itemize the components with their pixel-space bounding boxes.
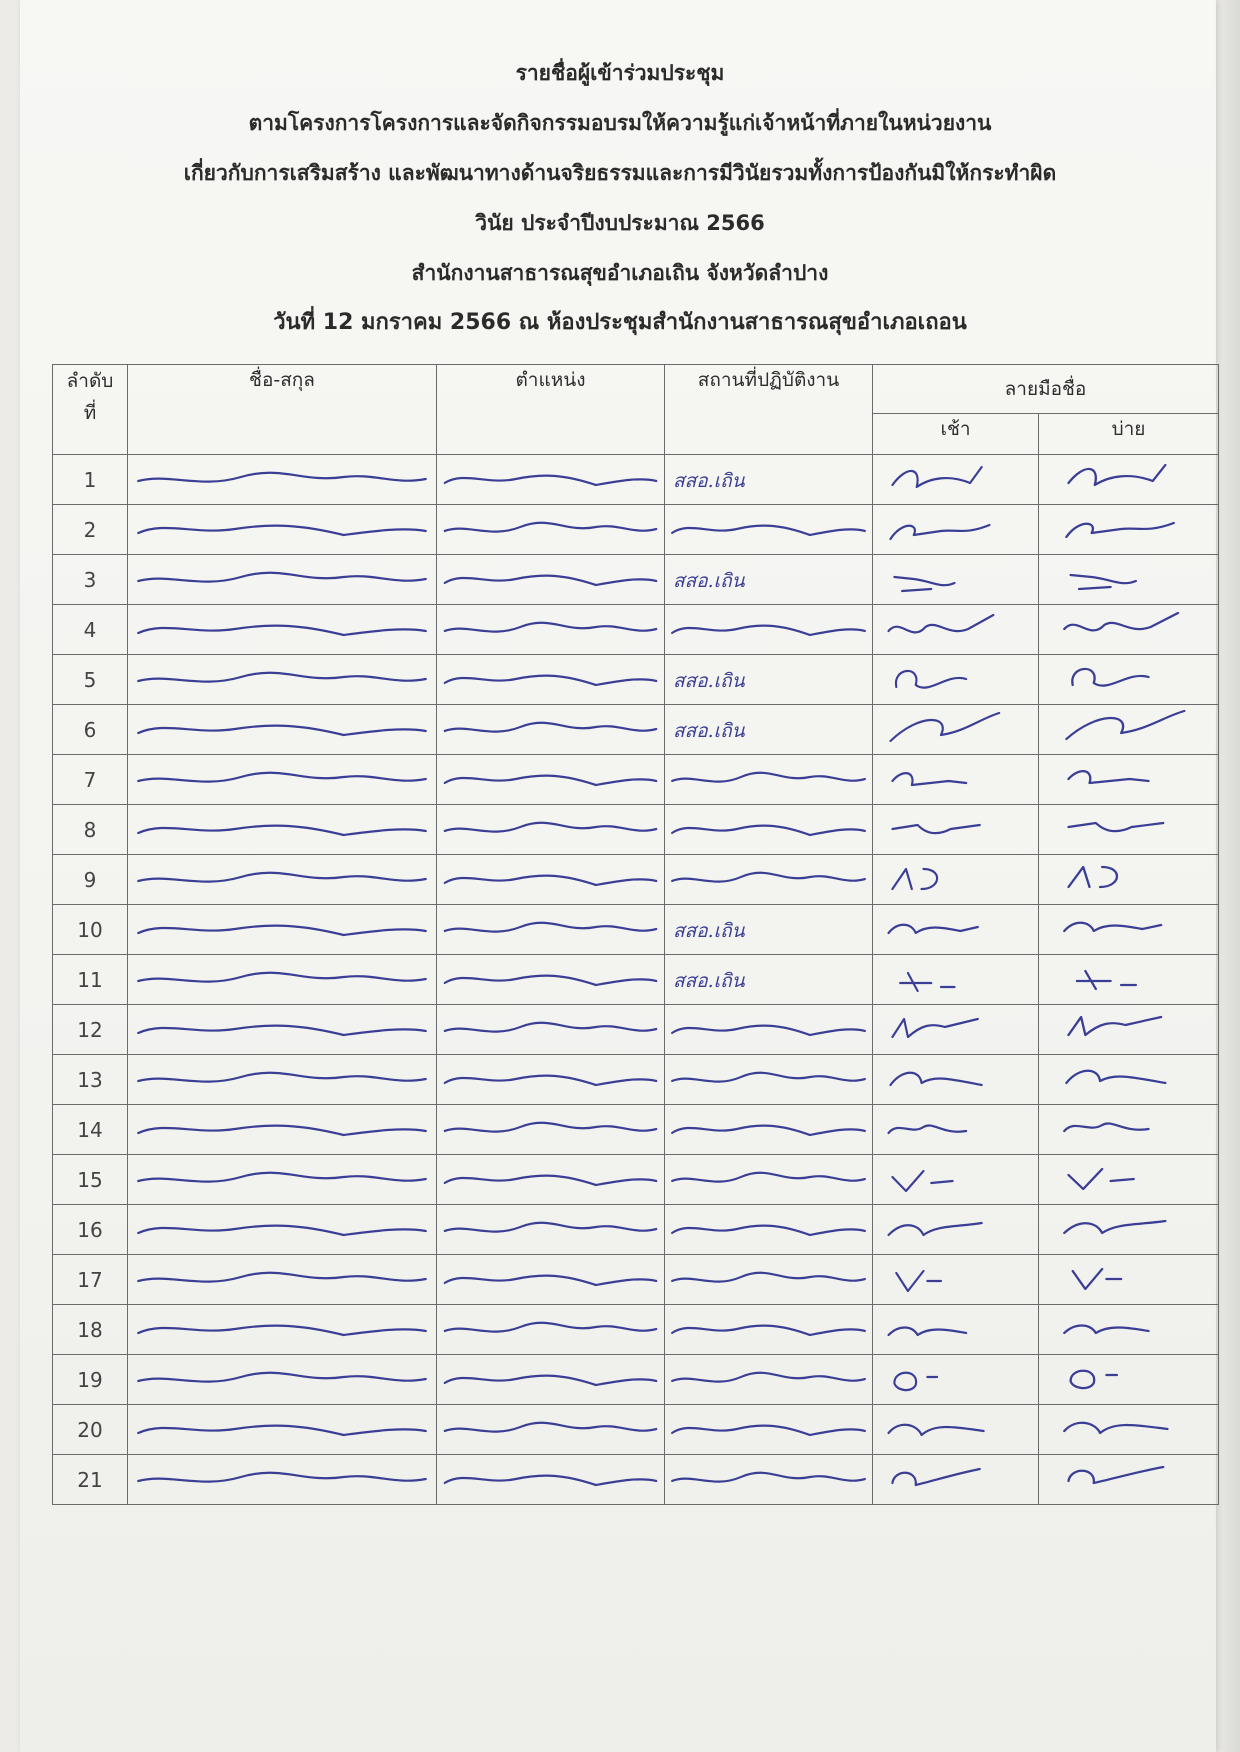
handwriting-stroke [128,1105,436,1154]
signature-afternoon [1039,855,1219,905]
signature-afternoon [1039,955,1219,1005]
cell-workplace [665,1205,873,1255]
signature-mark [1039,855,1218,904]
handwriting-stroke [437,455,664,504]
cell-workplace [665,705,873,755]
signature-mark [1039,705,1218,754]
fiscal-year-line: วินัย ประจำปีงบประมาณ 2566 [475,211,765,235]
document-header [0,48,1240,348]
cell-position [437,605,665,655]
signature-mark [873,855,1038,904]
row-number: 13 [53,1055,128,1105]
handwriting-stroke [437,1005,664,1054]
signature-afternoon [1039,455,1219,505]
signature-mark [1039,955,1218,1004]
signature-mark [873,705,1038,754]
handwriting-stroke [665,1205,872,1254]
row-number: 17 [53,1255,128,1305]
handwriting-stroke [128,705,436,754]
signature-mark [873,1105,1038,1154]
cell-position [437,455,665,505]
cell-workplace [665,1455,873,1505]
cell-workplace [665,1305,873,1355]
cell-workplace [665,1105,873,1155]
signature-mark [873,1405,1038,1454]
signature-afternoon [1039,1005,1219,1055]
handwriting-stroke [128,1055,436,1104]
table-row [53,1155,1219,1205]
cell-position [437,1205,665,1255]
table-row [53,905,1219,955]
handwriting-stroke [437,1155,664,1204]
handwriting-stroke [128,1255,436,1304]
row-number: 12 [53,1005,128,1055]
cell-name [128,455,437,505]
handwriting-stroke [665,1055,872,1104]
signature-mark [1039,555,1218,604]
signature-mark [1039,755,1218,804]
cell-position [437,655,665,705]
signature-afternoon [1039,1155,1219,1205]
cell-position [437,1255,665,1305]
handwriting-stroke [128,1205,436,1254]
cell-name [128,605,437,655]
signature-morning [873,705,1039,755]
attendance-rows [53,455,1219,1505]
header-name: ชื่อ-สกุล [128,365,437,455]
table-row [53,1355,1219,1405]
signature-morning [873,1005,1039,1055]
handwriting-stroke [128,505,436,554]
handwriting-stroke [128,855,436,904]
cell-name [128,755,437,805]
cell-workplace [665,905,873,955]
cell-workplace [665,555,873,605]
handwriting-stroke [665,505,872,554]
handwriting-stroke [128,955,436,1004]
row-number: 3 [53,555,128,605]
cell-workplace [665,1155,873,1205]
signature-morning [873,1355,1039,1405]
signature-morning [873,655,1039,705]
handwriting-stroke [437,1255,664,1304]
row-number: 18 [53,1305,128,1355]
handwriting-stroke [665,1155,872,1204]
cell-name [128,805,437,855]
cell-workplace [665,955,873,1005]
header-order-no-line2: ที่ [83,402,97,424]
cell-name [128,505,437,555]
cell-name [128,1305,437,1355]
signature-afternoon [1039,1055,1219,1105]
signature-mark [1039,1155,1218,1204]
signature-mark [873,905,1038,954]
table-row [53,1105,1219,1155]
handwriting-stroke [665,855,872,904]
row-number: 8 [53,805,128,855]
cell-position [437,555,665,605]
signature-morning [873,505,1039,555]
signature-mark [1039,605,1218,654]
table-row [53,755,1219,805]
table-row [53,1205,1219,1255]
header-workplace: สถานที่ปฏิบัติงาน [665,365,873,455]
handwriting-stroke [665,605,872,654]
cell-name [128,1355,437,1405]
row-number: 9 [53,855,128,905]
header-afternoon: บ่าย [1039,414,1219,455]
signature-morning [873,1255,1039,1305]
handwriting-stroke [665,1305,872,1354]
signature-morning [873,855,1039,905]
signature-mark [873,1455,1038,1504]
signature-afternoon [1039,1405,1219,1455]
handwriting-stroke [128,1305,436,1354]
handwriting-stroke [437,555,664,604]
cell-name [128,655,437,705]
signature-mark [1039,455,1218,504]
signature-morning [873,1205,1039,1255]
handwriting-stroke [437,805,664,854]
handwritten-workplace: สสอ.เถิน [673,719,745,742]
table-row [53,855,1219,905]
signature-afternoon [1039,1255,1219,1305]
handwriting-stroke [437,705,664,754]
table-row [53,555,1219,605]
handwriting-stroke [437,905,664,954]
cell-position [437,905,665,955]
cell-position [437,1405,665,1455]
signature-afternoon [1039,705,1219,755]
cell-workplace [665,1255,873,1305]
handwritten-workplace: สสอ.เถิน [673,669,745,692]
signature-mark [1039,1455,1218,1504]
signature-mark [873,755,1038,804]
handwriting-stroke [128,1005,436,1054]
cell-name [128,705,437,755]
signature-afternoon [1039,1105,1219,1155]
signature-afternoon [1039,555,1219,605]
signature-morning [873,1055,1039,1105]
signature-mark [1039,1205,1218,1254]
signature-morning [873,1105,1039,1155]
row-number: 10 [53,905,128,955]
signature-morning [873,955,1039,1005]
handwriting-stroke [665,755,872,804]
cell-position [437,1105,665,1155]
handwriting-stroke [437,505,664,554]
signature-morning [873,805,1039,855]
signature-mark [1039,905,1218,954]
signature-morning [873,455,1039,505]
signature-mark [873,605,1038,654]
cell-workplace [665,655,873,705]
handwriting-stroke [665,1255,872,1304]
handwriting-stroke [665,1405,872,1454]
handwriting-stroke [128,1405,436,1454]
row-number: 20 [53,1405,128,1455]
signature-mark [873,1305,1038,1354]
handwriting-stroke [128,1455,436,1504]
row-number: 16 [53,1205,128,1255]
signature-mark [873,955,1038,1004]
row-number: 11 [53,955,128,1005]
handwriting-stroke [128,1155,436,1204]
date-venue-line: วันที่ 12 มกราคม 2566 ณ ห้องประชุมสำนักงานสาธารณสุขอำเภอเถอน [273,310,967,335]
cell-name [128,1205,437,1255]
cell-name [128,905,437,955]
signature-mark [873,655,1038,704]
signature-mark [873,1355,1038,1404]
table-row [53,955,1219,1005]
signature-mark [1039,655,1218,704]
signature-mark [1039,1055,1218,1104]
handwriting-stroke [437,855,664,904]
table-row [53,1405,1219,1455]
handwriting-stroke [437,1355,664,1404]
cell-workplace [665,1355,873,1405]
handwriting-stroke [437,1205,664,1254]
signature-afternoon [1039,1355,1219,1405]
cell-position [437,505,665,555]
signature-mark [1039,1005,1218,1054]
table-row [53,505,1219,555]
handwriting-stroke [665,1005,872,1054]
header-signature: ลายมือชื่อ [873,365,1219,414]
cell-workplace [665,1005,873,1055]
row-number: 21 [53,1455,128,1505]
cell-workplace [665,1055,873,1105]
handwriting-stroke [437,755,664,804]
handwriting-stroke [437,1405,664,1454]
row-number: 19 [53,1355,128,1405]
handwritten-workplace: สสอ.เถิน [673,569,745,592]
row-number: 5 [53,655,128,705]
organization-line: สำนักงานสาธารณสุขอำเภอเถิน จังหวัดลำปาง [411,261,829,285]
signature-morning [873,605,1039,655]
cell-position [437,955,665,1005]
signature-mark [1039,805,1218,854]
signature-morning [873,1305,1039,1355]
table-row [53,1455,1219,1505]
signature-mark [873,1255,1038,1304]
handwriting-stroke [128,805,436,854]
cell-workplace [665,455,873,505]
signature-mark [873,1055,1038,1104]
cell-position [437,755,665,805]
cell-position [437,1305,665,1355]
cell-position [437,1005,665,1055]
cell-position [437,855,665,905]
row-number: 7 [53,755,128,805]
signature-mark [1039,1355,1218,1404]
signature-afternoon [1039,805,1219,855]
handwriting-stroke [665,1105,872,1154]
cell-position [437,1455,665,1505]
signature-mark [873,505,1038,554]
cell-name [128,555,437,605]
signature-mark [873,1205,1038,1254]
signature-mark [873,555,1038,604]
signature-afternoon [1039,655,1219,705]
cell-position [437,1355,665,1405]
table-row [53,455,1219,505]
handwriting-stroke [128,555,436,604]
handwriting-stroke [665,1455,872,1504]
table-row [53,705,1219,755]
cell-workplace [665,1405,873,1455]
handwriting-stroke [665,1355,872,1404]
table-row [53,1255,1219,1305]
handwritten-workplace: สสอ.เถิน [673,469,745,492]
handwriting-stroke [665,805,872,854]
cell-workplace [665,505,873,555]
header-order-no [53,365,128,455]
table-row [53,805,1219,855]
handwriting-stroke [437,1455,664,1504]
handwriting-stroke [128,455,436,504]
signature-afternoon [1039,1305,1219,1355]
cell-workplace [665,855,873,905]
handwriting-stroke [437,1055,664,1104]
signature-morning [873,1455,1039,1505]
signature-afternoon [1039,905,1219,955]
project-line-1: ตามโครงการโครงการและจัดกิจกรรมอบรมให้ความรู้แก่เจ้าหน้าที่ภายในหน่วยงาน [248,111,992,135]
header-order-no-line1: ลำดับ [66,370,114,392]
cell-position [437,1155,665,1205]
row-number: 2 [53,505,128,555]
handwriting-stroke [437,605,664,654]
signature-morning [873,1405,1039,1455]
handwriting-stroke [437,655,664,704]
cell-workplace [665,755,873,805]
project-line-2: เกี่ยวกับการเสริมสร้าง และพัฒนาทางด้านจริยธรรมและการมีวินัยรวมทั้งการป้องกันมิให้กระทำผิด [183,161,1057,185]
signature-afternoon [1039,1455,1219,1505]
cell-name [128,1155,437,1205]
cell-name [128,1405,437,1455]
signature-mark [1039,1255,1218,1304]
signature-morning [873,755,1039,805]
handwriting-stroke [128,905,436,954]
cell-name [128,955,437,1005]
handwriting-stroke [437,955,664,1004]
signature-morning [873,555,1039,605]
signature-mark [873,805,1038,854]
handwritten-workplace: สสอ.เถิน [673,919,745,942]
table-row [53,1305,1219,1355]
signature-afternoon [1039,505,1219,555]
row-number: 4 [53,605,128,655]
handwritten-workplace: สสอ.เถิน [673,969,745,992]
cell-name [128,1005,437,1055]
signature-mark [1039,505,1218,554]
table-row [53,655,1219,705]
attendance-table [52,364,1219,1505]
header-morning: เช้า [873,414,1039,455]
signature-morning [873,905,1039,955]
cell-position [437,705,665,755]
handwriting-stroke [128,755,436,804]
handwriting-stroke [437,1105,664,1154]
cell-name [128,1055,437,1105]
signature-mark [873,1155,1038,1204]
cell-name [128,855,437,905]
signature-mark [873,1005,1038,1054]
row-number: 1 [53,455,128,505]
handwriting-stroke [128,655,436,704]
table-row [53,1005,1219,1055]
signature-mark [1039,1405,1218,1454]
cell-workplace [665,805,873,855]
document-title: รายชื่อผู้เข้าร่วมประชุม [515,61,725,85]
cell-name [128,1105,437,1155]
signature-mark [873,455,1038,504]
signature-mark [1039,1105,1218,1154]
signature-afternoon [1039,1205,1219,1255]
cell-position [437,805,665,855]
signature-mark [1039,1305,1218,1354]
signature-afternoon [1039,605,1219,655]
signature-morning [873,1155,1039,1205]
table-row [53,1055,1219,1105]
cell-name [128,1255,437,1305]
header-position: ตำแหน่ง [437,365,665,455]
handwriting-stroke [128,1355,436,1404]
signature-afternoon [1039,755,1219,805]
row-number: 14 [53,1105,128,1155]
handwriting-stroke [437,1305,664,1354]
cell-name [128,1455,437,1505]
cell-workplace [665,605,873,655]
cell-position [437,1055,665,1105]
row-number: 15 [53,1155,128,1205]
handwriting-stroke [128,605,436,654]
row-number: 6 [53,705,128,755]
table-row [53,605,1219,655]
